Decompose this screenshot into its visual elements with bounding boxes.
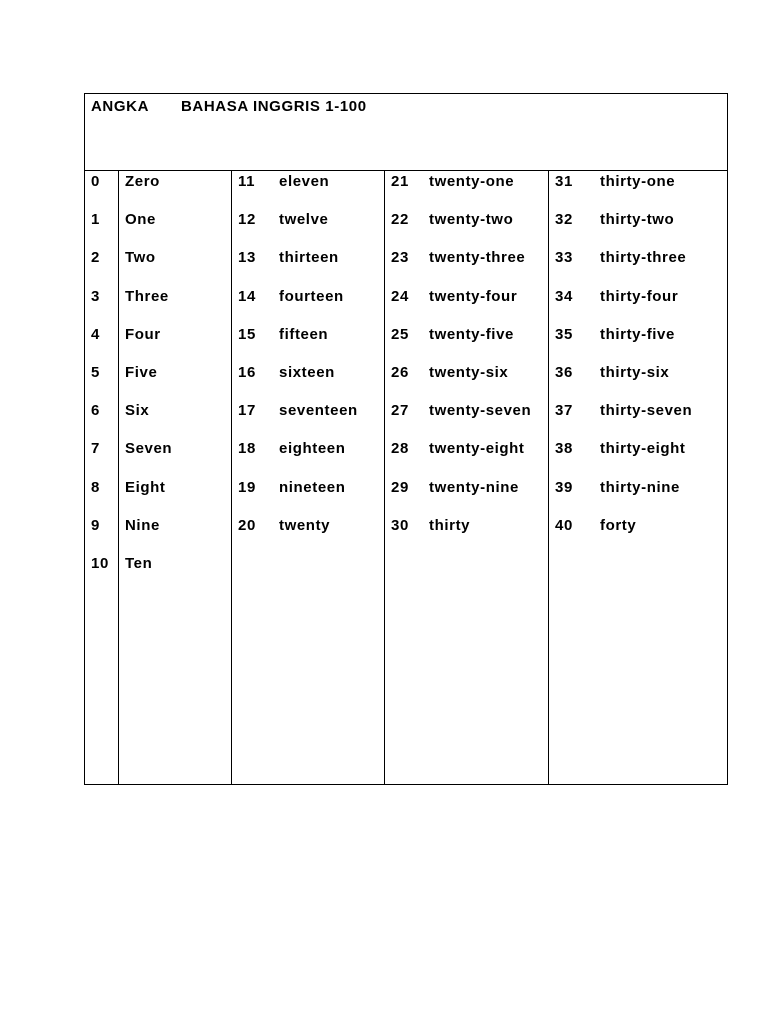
number-cell: 16 — [238, 364, 256, 381]
word-cell: seventeen — [279, 402, 358, 420]
word-cell: thirty-eight — [600, 440, 686, 458]
word-cell: fourteen — [279, 287, 344, 305]
number-cell: 2 — [91, 249, 100, 267]
number-cell: 23 — [391, 249, 409, 267]
word-cell: thirty-nine — [600, 478, 680, 496]
word-cell: thirty — [429, 516, 471, 534]
word-cell: sixteen — [279, 364, 335, 381]
number-cell: 15 — [238, 325, 256, 343]
word-cell: twenty-four — [429, 287, 518, 305]
word-cell: twenty-seven — [429, 402, 532, 420]
word-cell: One — [125, 211, 156, 229]
number-cell: 4 — [91, 325, 100, 343]
word-cell: eleven — [279, 173, 330, 190]
word-cell: fifteen — [279, 325, 329, 343]
word-cell: twenty-nine — [429, 478, 519, 496]
divider-col-2 — [384, 171, 385, 784]
number-cell: 26 — [391, 364, 409, 381]
number-cell: 31 — [555, 173, 573, 190]
number-cell: 5 — [91, 364, 100, 381]
word-cell: Zero — [125, 173, 160, 190]
word-cell: thirty-one — [600, 173, 676, 190]
number-cell: 25 — [391, 325, 409, 343]
word-cell: Nine — [125, 516, 160, 534]
angka-header: ANGKA — [91, 98, 149, 115]
word-cell: eighteen — [279, 440, 346, 458]
number-cell: 34 — [555, 287, 573, 305]
number-cell: 28 — [391, 440, 409, 458]
number-cell: 35 — [555, 325, 573, 343]
number-cell: 3 — [91, 287, 100, 305]
word-cell: forty — [600, 516, 637, 534]
word-cell: thirty-six — [600, 364, 670, 381]
number-cell: 11 — [238, 173, 256, 190]
number-cell: 18 — [238, 440, 256, 458]
number-cell: 33 — [555, 249, 573, 267]
word-cell: Eight — [125, 478, 166, 496]
word-cell: twenty-eight — [429, 440, 525, 458]
number-cell: 10 — [91, 555, 109, 572]
word-cell: nineteen — [279, 478, 346, 496]
number-cell: 24 — [391, 287, 409, 305]
word-cell: Four — [125, 325, 161, 343]
word-cell: Three — [125, 287, 169, 305]
number-cell: 39 — [555, 478, 573, 496]
word-cell: thirty-four — [600, 287, 679, 305]
number-cell: 8 — [91, 478, 100, 496]
word-cell: thirty-two — [600, 211, 675, 229]
word-cell: twenty-six — [429, 364, 509, 381]
number-cell: 13 — [238, 249, 256, 267]
number-table — [84, 93, 728, 785]
word-cell: Ten — [125, 555, 153, 572]
number-cell: 36 — [555, 364, 573, 381]
number-cell: 14 — [238, 287, 256, 305]
number-cell: 1 — [91, 211, 100, 229]
word-cell: twenty-two — [429, 211, 514, 229]
word-cell: thirty-five — [600, 325, 675, 343]
word-cell: twelve — [279, 211, 329, 229]
number-cell: 27 — [391, 402, 409, 420]
number-cell: 38 — [555, 440, 573, 458]
word-cell: twenty-one — [429, 173, 515, 190]
word-cell: thirteen — [279, 249, 339, 267]
word-cell: Seven — [125, 440, 173, 458]
table-header-row — [85, 94, 727, 171]
number-cell: 37 — [555, 402, 573, 420]
number-cell: 21 — [391, 173, 409, 190]
number-cell: 12 — [238, 211, 256, 229]
number-cell: 0 — [91, 173, 100, 190]
number-cell: 6 — [91, 402, 100, 420]
number-cell: 17 — [238, 402, 256, 420]
word-cell: thirty-seven — [600, 402, 693, 420]
divider-col-1 — [231, 171, 232, 784]
word-cell: Two — [125, 249, 156, 267]
divider-col-3 — [548, 171, 549, 784]
number-cell: 22 — [391, 211, 409, 229]
word-cell: twenty-three — [429, 249, 526, 267]
number-cell: 29 — [391, 478, 409, 496]
number-cell: 32 — [555, 211, 573, 229]
word-cell: Six — [125, 402, 150, 420]
number-cell: 7 — [91, 440, 100, 458]
word-cell: Five — [125, 364, 158, 381]
number-cell: 19 — [238, 478, 256, 496]
number-cell: 20 — [238, 516, 256, 534]
word-cell: thirty-three — [600, 249, 687, 267]
word-cell: twenty — [279, 516, 331, 534]
table-title: BAHASA INGGRIS 1-100 — [181, 98, 367, 115]
word-cell: twenty-five — [429, 325, 514, 343]
number-cell: 9 — [91, 516, 100, 534]
number-cell: 30 — [391, 516, 409, 534]
number-cell: 40 — [555, 516, 573, 534]
divider-number-word — [118, 171, 119, 784]
